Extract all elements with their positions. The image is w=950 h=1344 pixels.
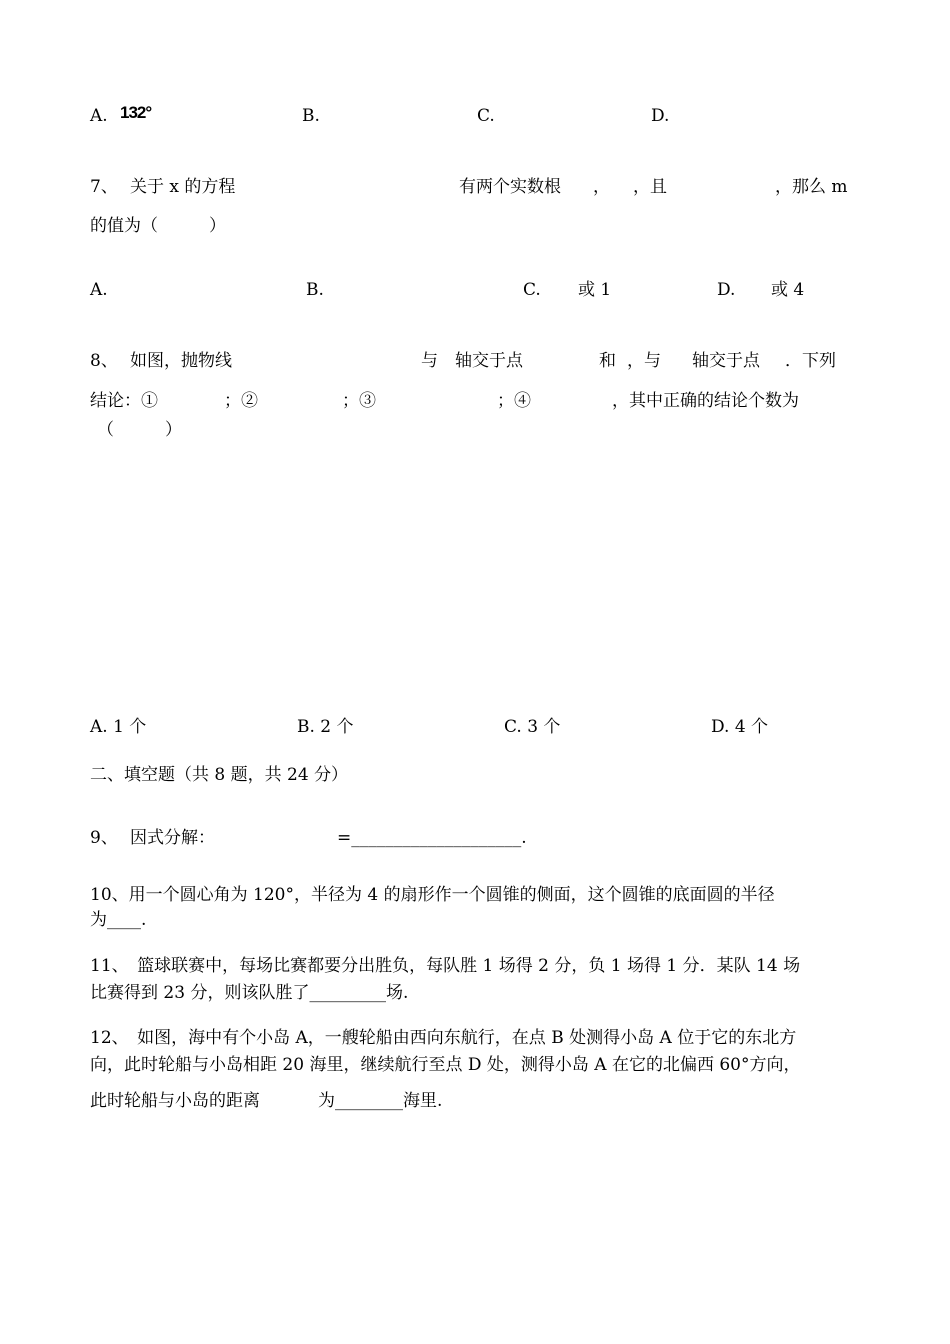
q12-line-3b: 为________海里. [318, 1091, 443, 1111]
q6-option-c-label: C. [477, 106, 495, 126]
q12-line-3a: 此时轮船与小岛的距离 [90, 1091, 260, 1111]
q11-line-2: 比赛得到 23 分，则该队胜了_________场. [90, 983, 409, 1003]
q7-line-2: 的值为（ ） [90, 216, 226, 236]
q7-option-d: D. [717, 280, 736, 300]
q8-conclusion-tail: ，其中正确的结论个数为 [612, 391, 799, 411]
q7-text-1: 关于 x 的方程 [130, 177, 236, 197]
q8-option-a: A. 1 个 [90, 717, 147, 737]
q9-answer-blank: =____________________. [337, 828, 527, 848]
q7-text-2: 有两个实数根 [459, 177, 561, 197]
q7-text-3: ， [593, 177, 610, 197]
q8-option-c: C. 3 个 [504, 717, 561, 737]
q6-option-b-label: B. [302, 106, 320, 126]
q7-option-c: C. [523, 280, 541, 300]
q11-line-1: 11、 篮球联赛中，每场比赛都要分出胜负，每队胜 1 场得 2 分，负 1 场得 1 分．某队 14 场 [90, 956, 801, 976]
q8-text-3: 轴交于点 [455, 351, 523, 371]
q8-text-1: 如图，抛物线 [130, 351, 232, 371]
q7-option-c-text: 或 1 [578, 280, 612, 300]
q8-conclusion-4: ；④ [497, 391, 531, 411]
q8-option-b: B. 2 个 [297, 717, 354, 737]
q7-text-5: ，那么 m [775, 177, 848, 197]
q8-option-d: D. 4 个 [711, 717, 769, 737]
q8-text-5: ，与 [627, 351, 661, 371]
q8-text-7: ．下列 [785, 351, 836, 371]
q9-number: 9、 [90, 828, 118, 848]
q9-label: 因式分解： [130, 828, 215, 848]
q6-option-a-value: 132° [120, 103, 152, 122]
q12-line-1: 12、 如图，海中有个小岛 A，一艘轮船由西向东航行，在点 B 处测得小岛 A 位于它的东北方 [90, 1028, 797, 1048]
q8-text-4: 和 [599, 351, 616, 371]
q7-option-d-text: 或 4 [771, 280, 805, 300]
section-heading: 二、填空题（共 8 题，共 24 分） [90, 765, 349, 785]
q7-option-b: B. [306, 280, 324, 300]
q8-text-6: 轴交于点 [692, 351, 760, 371]
q8-number: 8、 [90, 351, 118, 371]
q8-conclusion-2: ；② [224, 391, 258, 411]
q12-line-2: 向，此时轮船与小岛相距 20 海里，继续航行至点 D 处，测得小岛 A 在它的北偏西 60°方向， [90, 1055, 801, 1075]
q6-option-d-label: D. [651, 106, 670, 126]
q8-conclusion-3: ；③ [342, 391, 376, 411]
q7-number: 7、 [90, 177, 118, 197]
q10-line-2: 为____. [90, 910, 147, 930]
q8-answer-paren: （ ） [97, 420, 182, 440]
q8-conclusion-1: 结论：① [90, 391, 158, 411]
q7-text-4: ，且 [633, 177, 667, 197]
q6-option-a-label: A. [90, 106, 108, 126]
q7-option-a: A. [90, 280, 108, 300]
q10-line-1: 10、用一个圆心角为 120°，半径为 4 的扇形作一个圆锥的侧面，这个圆锥的底面圆的半径 [90, 885, 775, 905]
q8-text-2: 与 [421, 351, 438, 371]
